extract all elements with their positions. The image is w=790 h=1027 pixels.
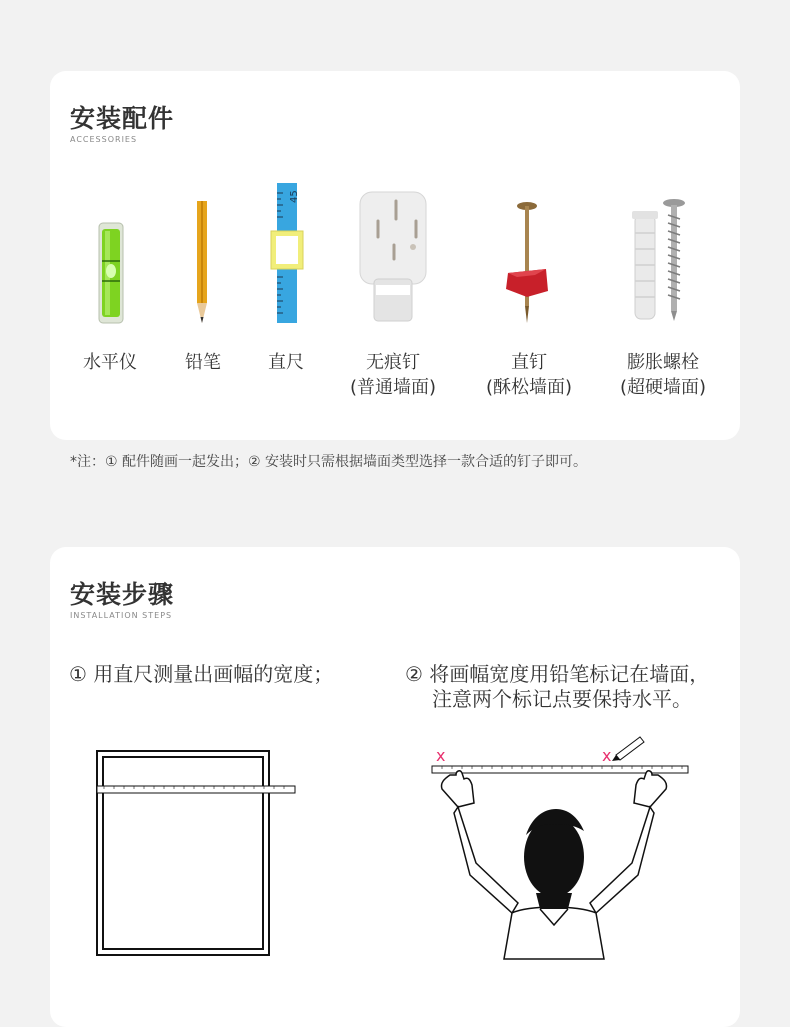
ruler-image xyxy=(269,181,307,326)
label-straight-nail: 直钉 (酥松墙面) xyxy=(485,352,573,398)
steps-subtitle: INSTALLATION STEPS xyxy=(70,611,173,620)
pencil-image xyxy=(193,199,211,327)
mark-right: x xyxy=(602,746,612,765)
label-spirit-level: 水平仪 xyxy=(83,352,137,373)
accessories-title: 安装配件 xyxy=(70,104,175,133)
accessories-note: *注：① 配件随画一起发出；② 安装时只需根据墙面类型选择一款合适的钉子即可。 xyxy=(70,454,587,470)
steps-title: 安装步骤 xyxy=(70,580,175,609)
steps-card xyxy=(50,547,740,1027)
straight-nail-image xyxy=(505,201,550,325)
ruler-digits: 45 xyxy=(289,190,300,203)
label-pencil: 铅笔 xyxy=(185,352,221,373)
step-2-text-line2: 注意两个标记点要保持水平。 xyxy=(432,687,692,711)
spirit-level-image xyxy=(96,221,126,326)
label-ruler: 直尺 xyxy=(268,352,304,373)
traceless-hook-image xyxy=(356,189,430,325)
step-1-text: ① 用直尺测量出画幅的宽度； xyxy=(69,662,334,686)
label-traceless-hook: 无痕钉 (普通墙面) xyxy=(349,352,437,398)
measure-frame-illustration xyxy=(94,749,344,959)
expansion-bolt-image xyxy=(628,197,692,325)
mark-wall-illustration xyxy=(428,733,698,963)
label-expansion-bolt: 膨胀螺栓 (超硬墙面) xyxy=(619,352,707,398)
mark-left: x xyxy=(436,746,446,765)
step-2-text-line1: ② 将画幅宽度用铅笔标记在墙面， xyxy=(405,662,710,686)
accessories-subtitle: ACCESSORIES xyxy=(70,135,138,144)
pencil-icon xyxy=(612,737,644,761)
accessories-card xyxy=(50,71,740,440)
